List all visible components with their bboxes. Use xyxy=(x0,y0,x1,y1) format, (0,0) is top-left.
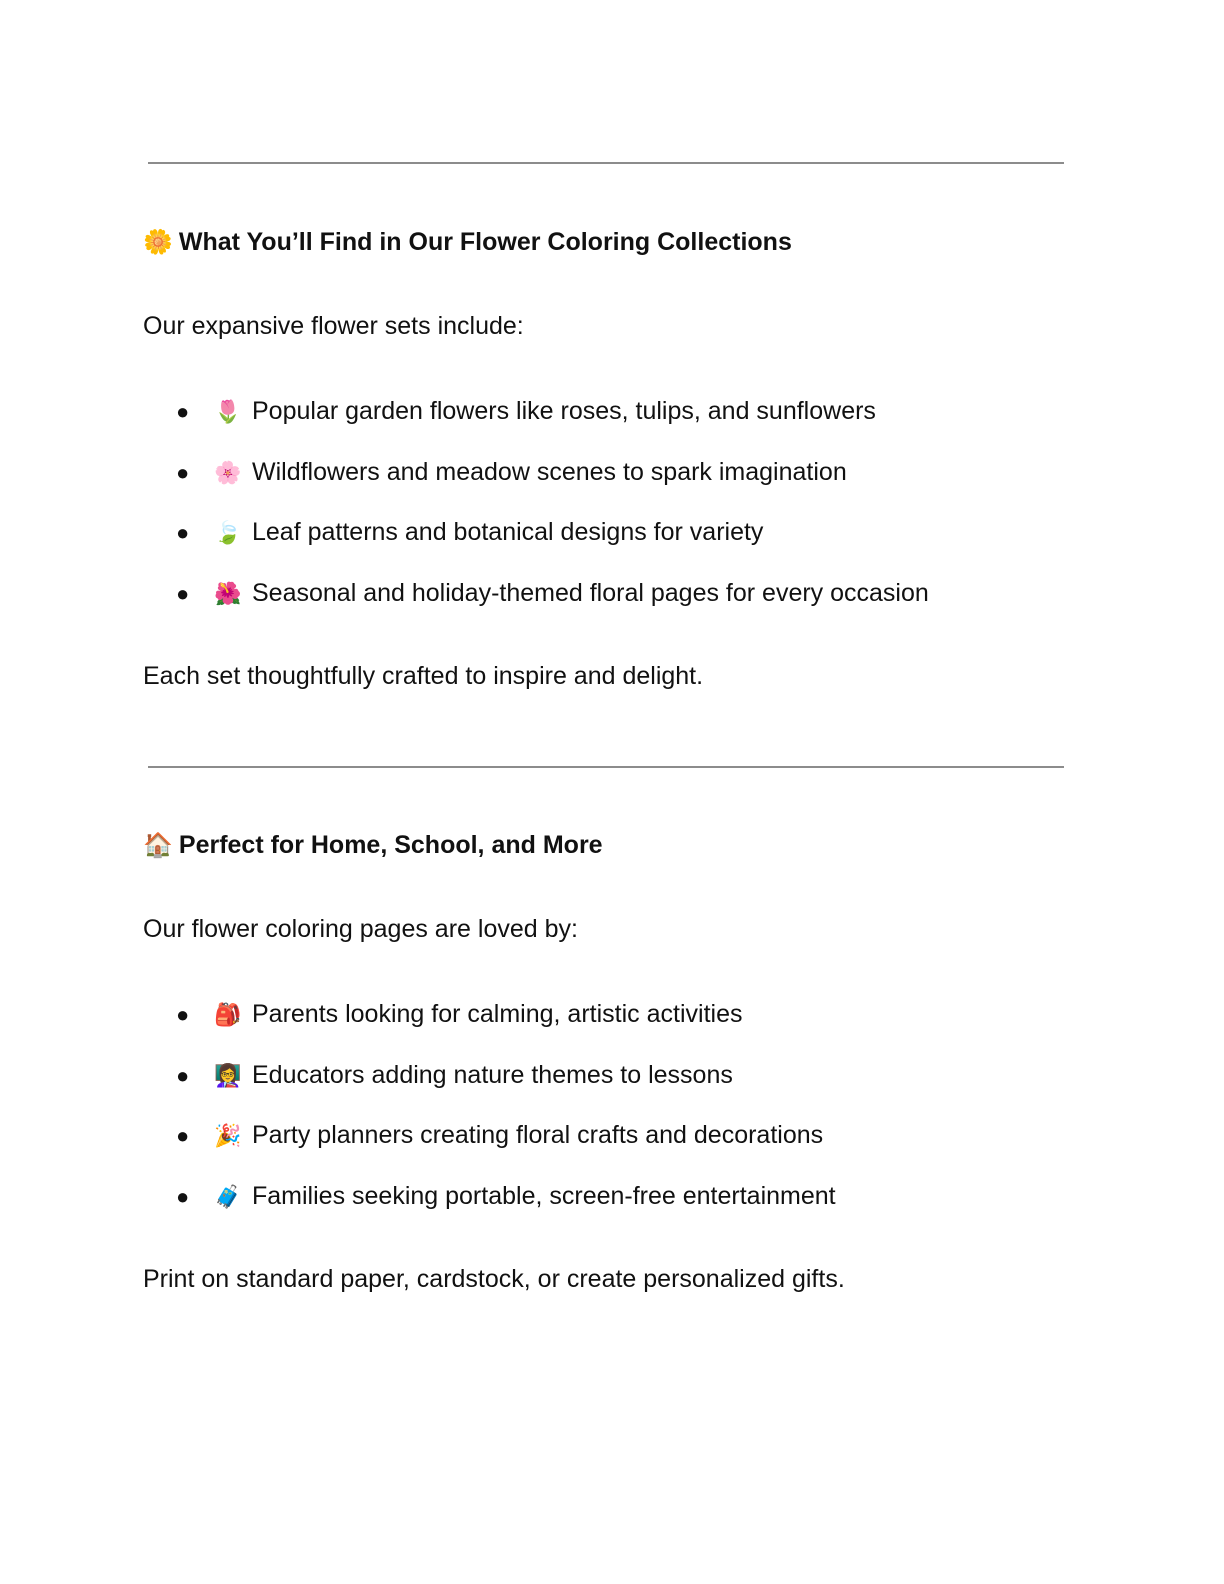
teacher-icon: 👩‍🏫 xyxy=(214,1063,242,1089)
list-item-text: Seasonal and holiday-themed floral pages for every occasion xyxy=(252,578,929,607)
heading-text: What You’ll Find in Our Flower Coloring Collections xyxy=(178,228,792,256)
list-item xyxy=(176,1119,836,1180)
bullet-icon: ● xyxy=(176,580,190,606)
list-item xyxy=(176,516,929,577)
backpack-icon: 🎒 xyxy=(214,1003,242,1028)
divider-top xyxy=(148,162,1064,164)
audience-list xyxy=(176,998,836,1240)
list-item xyxy=(176,456,929,517)
blossom-icon: 🌼 xyxy=(143,228,173,256)
bullet-icon: ● xyxy=(176,459,190,485)
bullet-icon: ● xyxy=(176,1183,190,1209)
list-item-text: Educators adding nature themes to lessons xyxy=(252,1060,733,1089)
party-popper-icon: 🎉 xyxy=(214,1124,242,1149)
cherry-blossom-icon: 🌸 xyxy=(214,460,242,486)
section-heading-audience xyxy=(143,829,603,861)
intro-paragraph-collections: Our expansive flower sets include: xyxy=(143,312,524,340)
list-item xyxy=(176,395,929,456)
collections-list xyxy=(176,395,929,637)
list-item xyxy=(176,1180,836,1241)
bullet-icon: ● xyxy=(176,1002,190,1027)
section-heading-collections xyxy=(143,226,792,258)
bullet-icon: ● xyxy=(176,1123,190,1148)
list-item-text: Party planners creating floral crafts and decorations xyxy=(252,1121,824,1149)
luggage-icon: 🧳 xyxy=(214,1184,242,1210)
list-item xyxy=(176,1059,836,1120)
intro-paragraph-audience: Our flower coloring pages are loved by: xyxy=(143,915,578,943)
hibiscus-icon: 🌺 xyxy=(214,581,242,607)
list-item xyxy=(176,998,836,1059)
list-item xyxy=(176,577,929,638)
list-item-text: Parents looking for calming, artistic activities xyxy=(252,1000,743,1028)
list-item-text: Popular garden flowers like roses, tulips, and sunflowers xyxy=(252,397,876,425)
closing-paragraph-collections: Each set thoughtfully crafted to inspire and delight. xyxy=(143,662,704,690)
list-item-text: Families seeking portable, screen-free entertainment xyxy=(252,1181,836,1210)
tulip-icon: 🌷 xyxy=(214,400,242,425)
heading-text: Perfect for Home, School, and More xyxy=(178,831,603,859)
house-icon: 🏠 xyxy=(143,831,173,859)
list-item-text: Leaf patterns and botanical designs for variety xyxy=(252,518,764,546)
bullet-icon: ● xyxy=(176,399,190,424)
list-item-text: Wildflowers and meadow scenes to spark imagination xyxy=(252,457,847,486)
bullet-icon: ● xyxy=(176,520,190,545)
divider-middle xyxy=(148,766,1064,768)
bullet-icon: ● xyxy=(176,1062,190,1088)
leaf-icon: 🍃 xyxy=(214,521,242,546)
closing-paragraph-audience: Print on standard paper, cardstock, or create personalized gifts. xyxy=(143,1265,845,1293)
